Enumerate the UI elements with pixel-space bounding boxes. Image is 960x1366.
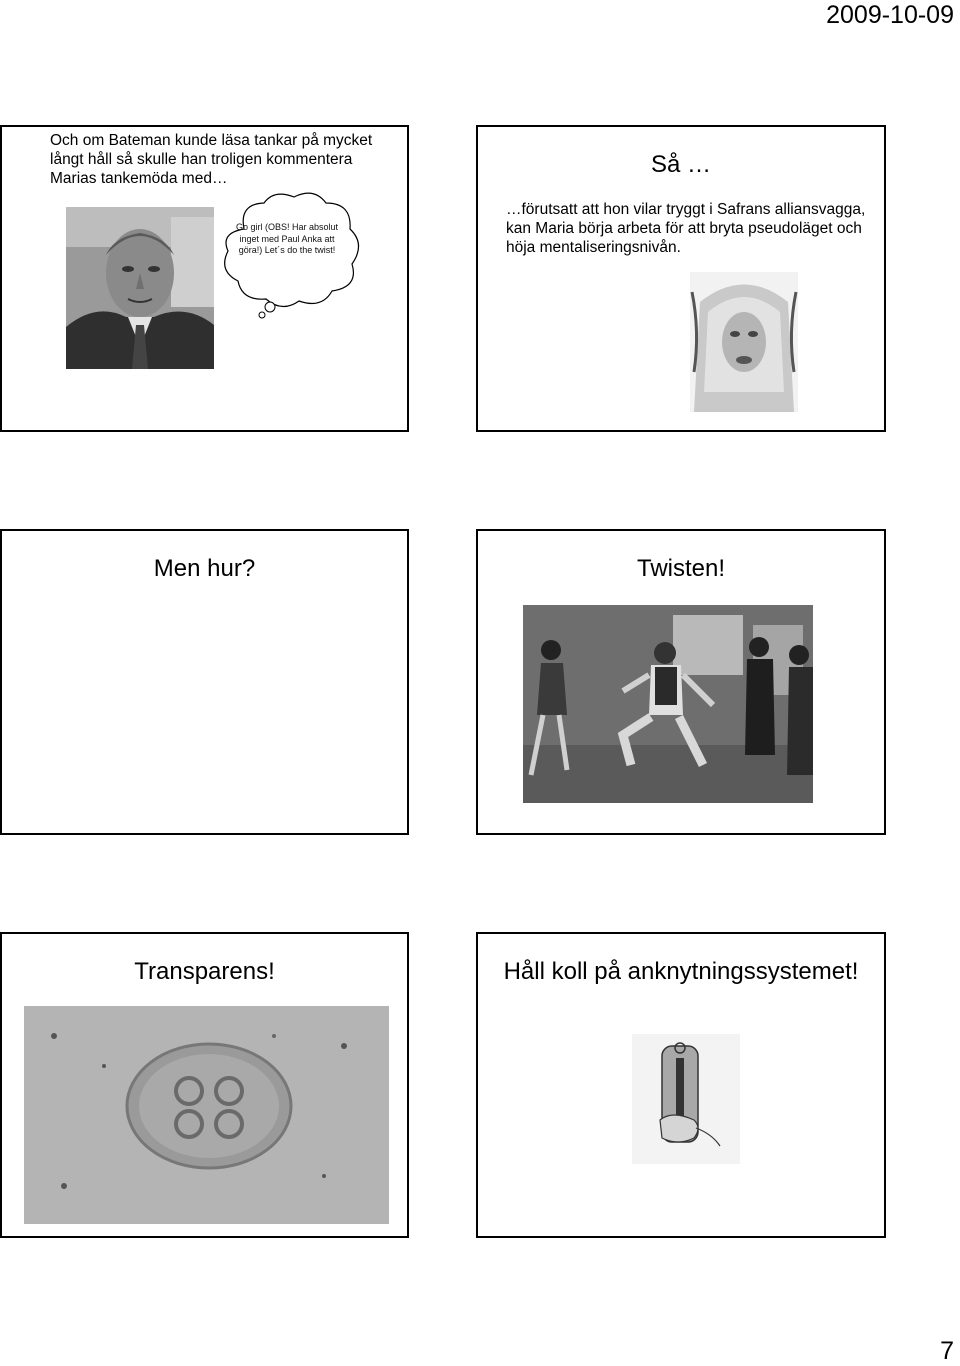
portrait-photo (66, 207, 214, 369)
slide-2-body: …förutsatt att hon vilar tryggt i Safrans alliansvagga, kan Maria börja arbeta för att bryta pseudoläget och höja mentaliseringsnivån. (506, 201, 866, 256)
slide-5 (0, 932, 409, 1238)
page-number: 7 (940, 1337, 954, 1365)
jellyfish-photo (24, 1006, 389, 1224)
slide-6 (476, 932, 886, 1238)
woman-photo (690, 272, 798, 412)
thought-bubble-text: Go girl (OBS! Har absolut inget med Paul Anka att göra!) Let´s do the twist! (235, 222, 339, 255)
slide-6-title: Håll koll på anknytningssystemet! (503, 958, 859, 985)
slide-3-title: Men hur? (153, 555, 256, 582)
slide-1-body: Och om Bateman kunde läsa tankar på mycket långt håll så skulle han troligen kommentera Marias tankemöda med… (50, 132, 373, 187)
page-date: 2009-10-09 (826, 1, 954, 29)
twist-dance-photo (523, 605, 813, 803)
slide-3 (0, 529, 409, 835)
slide-5-title: Transparens! (134, 958, 275, 985)
thermometer-hand-icon (632, 1034, 740, 1164)
slide-4-title: Twisten! (636, 555, 726, 582)
slide-1 (0, 125, 409, 432)
slide-2-title: Så … (650, 151, 712, 178)
slide-2 (476, 125, 886, 432)
slide-4 (476, 529, 886, 835)
